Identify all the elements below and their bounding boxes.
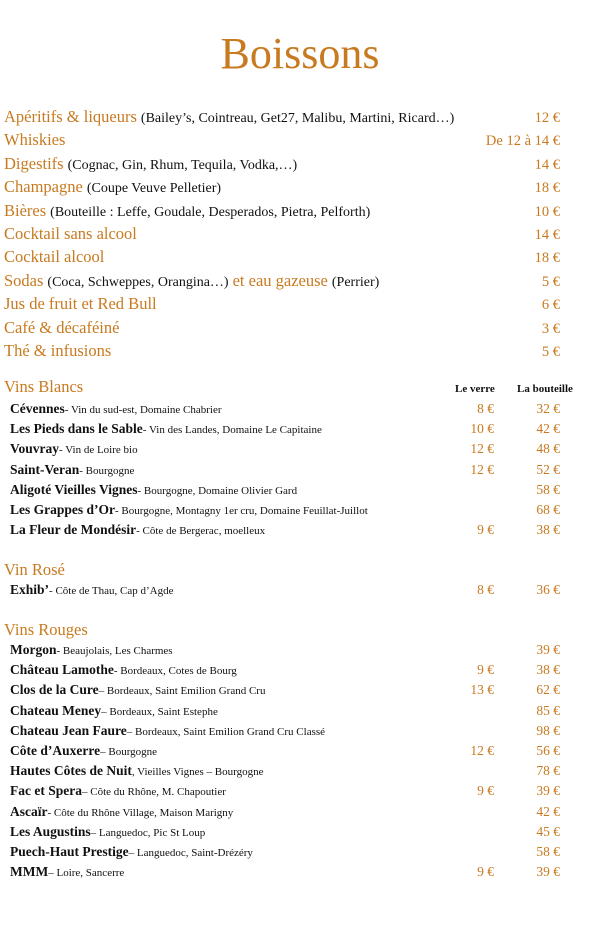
drink-price: 5 € [541, 273, 560, 290]
bottle-price: 42 € [536, 803, 560, 819]
wine-name: Exhib’ [10, 582, 50, 597]
drink-detail: (Coupe Veuve Pelletier) [86, 181, 222, 197]
wine-row [10, 502, 560, 522]
glass-price: 10 € [470, 421, 494, 437]
bottle-price: 56 € [536, 742, 560, 758]
wine-description: – Bourgogne [100, 745, 158, 758]
drink-item [4, 247, 560, 270]
wine-name: Les Augustins [10, 823, 91, 839]
glass-price: 12 € [470, 742, 494, 758]
wine-name: Château Lamothe [10, 662, 114, 678]
glass-price: 8 € [477, 401, 494, 416]
bottle-price: 52 € [536, 461, 560, 477]
wine-description: – Languedoc, Saint-Drézéry [128, 846, 253, 859]
drink-detail-secondary: (Perrier) [331, 274, 380, 290]
drink-item [4, 318, 560, 341]
wine-row [10, 804, 560, 824]
section-title-vins-rouges: Vins Rouges [4, 620, 88, 639]
bottle-price: 42 € [536, 421, 560, 437]
glass-price: 9 € [477, 783, 494, 799]
bottle-price: 38 € [536, 662, 560, 678]
wine-name: Ascaïr [10, 803, 48, 819]
wine-name: Côte d’Auxerre [10, 742, 101, 758]
bottle-price: 78 € [536, 763, 560, 779]
bottle-price: 32 € [536, 401, 560, 416]
drink-item [4, 224, 560, 247]
section-title-vin-rose: Vin Rosé [4, 560, 65, 579]
wine-row [10, 401, 560, 421]
drink-price: 14 € [534, 226, 560, 243]
drink-item [4, 341, 560, 364]
bottle-price: 45 € [536, 823, 560, 839]
drink-name: Café & décaféiné [4, 317, 120, 337]
drink-price: De 12 à 14 € [485, 133, 560, 150]
page-title: Boissons [220, 29, 380, 78]
wine-row [10, 421, 560, 441]
wine-name: Clos de la Cure [10, 682, 99, 698]
wine-row [10, 582, 560, 602]
glass-price: 8 € [477, 582, 494, 597]
drink-name: Thé & infusions [4, 340, 112, 360]
wine-name: Fac et Spera [10, 783, 82, 799]
wine-name: La Fleur de Mondésir [10, 522, 137, 538]
drink-price: 10 € [534, 203, 560, 220]
wine-description: - Vin de Loire bio [59, 444, 138, 457]
drink-detail: (Cognac, Gin, Rhum, Tequila, Vodka,…) [67, 157, 298, 173]
wine-description: – Bordeaux, Saint Emilion Grand Cru Classé [126, 725, 326, 738]
bottle-price: 85 € [536, 702, 560, 718]
wine-name: Cévennes [10, 401, 65, 416]
bottle-price: 39 € [536, 642, 560, 657]
drink-name: Bières [4, 200, 47, 220]
wine-description: – Languedoc, Pic St Loup [90, 826, 206, 839]
column-header-bottle: La bouteille [517, 383, 573, 395]
drink-item [4, 130, 560, 153]
wine-name: Saint-Veran [10, 461, 80, 477]
drink-price: 12 € [534, 110, 560, 126]
glass-price: 13 € [470, 682, 494, 698]
drink-item [4, 201, 560, 224]
wine-description: – Bordeaux, Saint Emilion Grand Cru [98, 685, 266, 698]
wine-description: - Bourgogne [79, 464, 135, 477]
bottle-price: 39 € [536, 783, 560, 799]
wine-row [10, 703, 560, 723]
wine-name: Vouvray [10, 441, 60, 457]
drink-item [4, 177, 560, 200]
bottle-price: 62 € [536, 682, 560, 698]
bottle-price: 48 € [536, 441, 560, 457]
wine-description: - Côte du Rhône Village, Maison Marigny [47, 806, 234, 819]
wine-description: - Beaujolais, Les Charmes [56, 645, 173, 657]
wine-description: , Vieilles Vignes – Bourgogne [131, 766, 264, 779]
wine-list-rose [10, 582, 560, 602]
wine-row [10, 783, 560, 803]
glass-price: 9 € [477, 662, 494, 678]
drink-item [4, 107, 560, 130]
drink-detail: (Bouteille : Leffe, Goudale, Desperados, Pietra, Pelforth) [50, 204, 371, 220]
wine-description: - Vin des Landes, Domaine Le Capitaine [142, 424, 322, 437]
wine-description: - Vin du sud-est, Domaine Chabrier [64, 404, 222, 416]
wine-description: – Côte du Rhône, M. Chapoutier [81, 786, 226, 799]
wine-name: MMM [10, 864, 49, 880]
wine-name: Chateau Meney [10, 702, 102, 718]
drink-price: 18 € [534, 250, 560, 267]
drink-name: Whiskies [4, 130, 66, 150]
drink-name: Digestifs [4, 153, 64, 173]
drink-name: Champagne [4, 177, 83, 197]
drink-item [4, 154, 560, 177]
wine-description: - Côte de Thau, Cap d’Agde [49, 585, 174, 597]
column-header-glass: Le verre [455, 383, 495, 395]
drink-price: 18 € [534, 180, 560, 197]
drink-item [4, 271, 560, 294]
bottle-price: 58 € [536, 843, 560, 859]
wine-row [10, 763, 560, 783]
wine-name: Hautes Côtes de Nuit [10, 763, 132, 779]
wine-description: - Côte de Bergerac, moelleux [136, 525, 266, 538]
wine-description: - Bourgogne, Montagny 1er cru, Domaine Feuillat-Juillot [115, 504, 368, 517]
glass-price: 9 € [477, 864, 494, 880]
wine-row [10, 682, 560, 702]
wine-name: Chateau Jean Faure [10, 722, 127, 738]
bottle-price: 39 € [536, 864, 560, 880]
wine-description: – Bordeaux, Saint Estephe [101, 705, 218, 718]
bottle-price: 98 € [536, 722, 560, 738]
bottle-price: 68 € [536, 501, 560, 517]
bottle-price: 58 € [536, 481, 560, 497]
drink-detail: (Coca, Schweppes, Orangina…) [47, 274, 229, 290]
drink-detail: (Bailey’s, Cointreau, Get27, Malibu, Martini, Ricard…) [140, 111, 455, 126]
wine-row [10, 642, 560, 662]
wine-description: – Loire, Sancerre [48, 867, 125, 880]
wine-name: Puech-Haut Prestige [10, 843, 129, 859]
wine-row [10, 743, 560, 763]
drink-name: Cocktail sans alcool [4, 223, 137, 243]
wine-row [10, 462, 560, 482]
bottle-price: 36 € [536, 582, 560, 597]
section-title-vins-blancs: Vins Blancs [4, 377, 84, 396]
glass-price: 12 € [470, 461, 494, 477]
glass-price: 9 € [477, 522, 494, 538]
wine-row [10, 723, 560, 743]
wine-list-rouges [10, 642, 560, 884]
wine-row [10, 662, 560, 682]
drink-price: 6 € [541, 297, 560, 314]
wine-row [10, 864, 560, 884]
wine-row [10, 482, 560, 502]
wine-description: - Bourgogne, Domaine Olivier Gard [137, 484, 298, 497]
drinks-list [4, 107, 560, 364]
wine-row [10, 844, 560, 864]
wine-name: Les Pieds dans le Sable [10, 421, 143, 437]
drink-name: Cocktail alcool [4, 247, 105, 267]
bottle-price: 38 € [536, 522, 560, 538]
wine-description: - Bordeaux, Cotes de Bourg [113, 665, 237, 678]
drink-name: Sodas [4, 270, 44, 290]
wine-row [10, 824, 560, 844]
drink-name-secondary: et eau gazeuse [232, 270, 328, 290]
drink-name: Jus de fruit et Red Bull [4, 294, 157, 314]
drink-price: 5 € [541, 343, 560, 360]
wine-row [10, 522, 560, 542]
glass-price: 12 € [470, 441, 494, 457]
wine-name: Morgon [10, 642, 57, 657]
drink-name: Apéritifs & liqueurs [4, 107, 137, 126]
drink-price: 14 € [534, 156, 560, 173]
wine-row [10, 441, 560, 461]
drink-item [4, 294, 560, 317]
wine-list-blancs [10, 401, 560, 542]
wine-name: Les Grappes d’Or [10, 501, 116, 517]
wine-name: Aligoté Vieilles Vignes [10, 481, 138, 497]
drink-price: 3 € [541, 320, 560, 337]
